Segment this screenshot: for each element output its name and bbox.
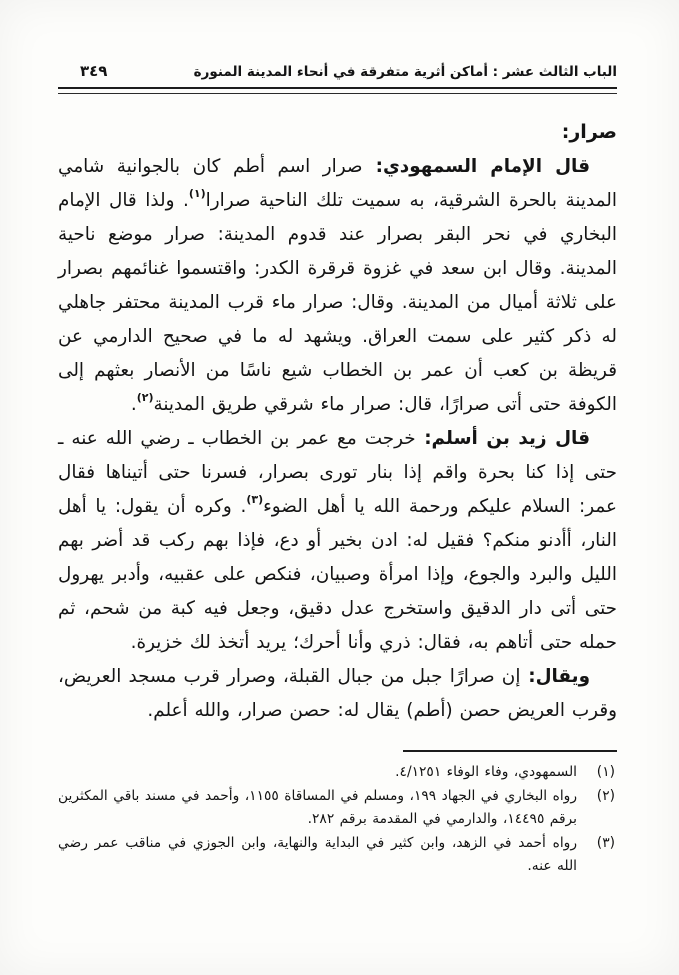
footnote-2-text: رواه البخاري في الجهاد ١٩٩، ومسلم في المساقاة ١١٥٥، وأحمد في مسند باقي المكثرين برقم ١٤٤٩٥، والدارمي في المقدمة برقم ٢٨٢.	[58, 787, 577, 827]
paragraph-zayd-ibn-aslam: قال زيد بن أسلم: خرجت مع عمر بن الخطاب ـ رضي الله عنه ـ حتى إذا كنا بحرة واقم إذا بنار تورى بصرار، فسرنا حتى أتيناها فقال عمر: السلام عليكم ورحمة الله يا أهل الضوء$^{(٣)}$. وكره أن يقول: يا أهل النار، أأدنو منكم؟ فقيل له: ادن بخير أو دع، فإذا بهم ركب قد أضر بهم الليل والبرد والجوع، وإذا امرأة وصبيان، فنكص على عقبيه، وأدبر يهرول حتى أتى دار الدقيق واستخرج عدل دقيق، وجعل فيه كبة من شحم، ثم حمله حتى أتاهم به، فقال: ذري وأنا أحرك؛ يريد أتخذ لك خزيرة.	[58, 428, 618, 653]
chapter-title: الباب الثالث عشر : أماكن أثرية متفرقة في أنحاء المدينة المنورة	[193, 64, 617, 80]
footnote-reference: (٣)	[246, 492, 264, 506]
header-rule-thin	[58, 93, 617, 94]
page-body	[58, 121, 617, 728]
paragraph-yuqal: ويقال: إن صرارًا جبل من جبال القبلة، وصرار قرب مسجد العريض، وقرب العريض حصن (أطم) يقال له: حصن صرار، والله أعلم.	[58, 666, 617, 721]
footnote-separator	[403, 750, 617, 752]
page-number: ٣٤٩	[80, 62, 108, 80]
footnote-2-number: (٢)	[596, 787, 615, 804]
footnote-2	[58, 785, 617, 832]
header-rule-thick	[58, 87, 617, 89]
footnote-3	[58, 832, 617, 879]
footnote-1	[58, 761, 617, 785]
page-header	[58, 62, 617, 80]
footnote-3-text: رواه أحمد في الزهد، وابن كثير في البداية والنهاية، وابن الجوزي في مناقب عمر رضي الله عنه.	[58, 834, 577, 874]
paragraph-samhudi: قال الإمام السمهودي: صرار اسم أطم كان بالجوانية شامي المدينة بالحرة الشرقية، به سميت تلك الناحية صرارا$^{(١)}$. ولذا قال الإمام البخاري في نحر البقر بصرار عند قدوم المدينة: صرار موضع ناحية المدينة. وقال ابن سعد في غزوة قرقرة الكدر: واقتسموا غنائمهم بصرار على ثلاثة أميال من المدينة. وقال: صرار ماء قرب المدينة محتفر جاهلي له ذكر كثير على سمت العراق. ويشهد له ما في صحيح الدارمي عن قريظة بن كعب أن عمر بن الخطاب شيع ناسًا من الأنصار بعثهم إلى الكوفة حتى أتى صرارًا، قال: صرار ماء شرقي طريق المدينة$^{(٢)}$.	[58, 156, 617, 415]
footnote-reference: (٢)	[136, 390, 154, 404]
footnotes-section	[58, 750, 617, 879]
section-heading: صرار:	[561, 121, 617, 143]
footnote-3-number: (٣)	[596, 834, 615, 851]
footnote-reference: (١)	[188, 186, 206, 200]
footnote-1-number: (١)	[596, 764, 615, 780]
footnote-1-text: السمهودي، وفاء الوفاء ٤/١٢٥١.	[395, 764, 577, 780]
